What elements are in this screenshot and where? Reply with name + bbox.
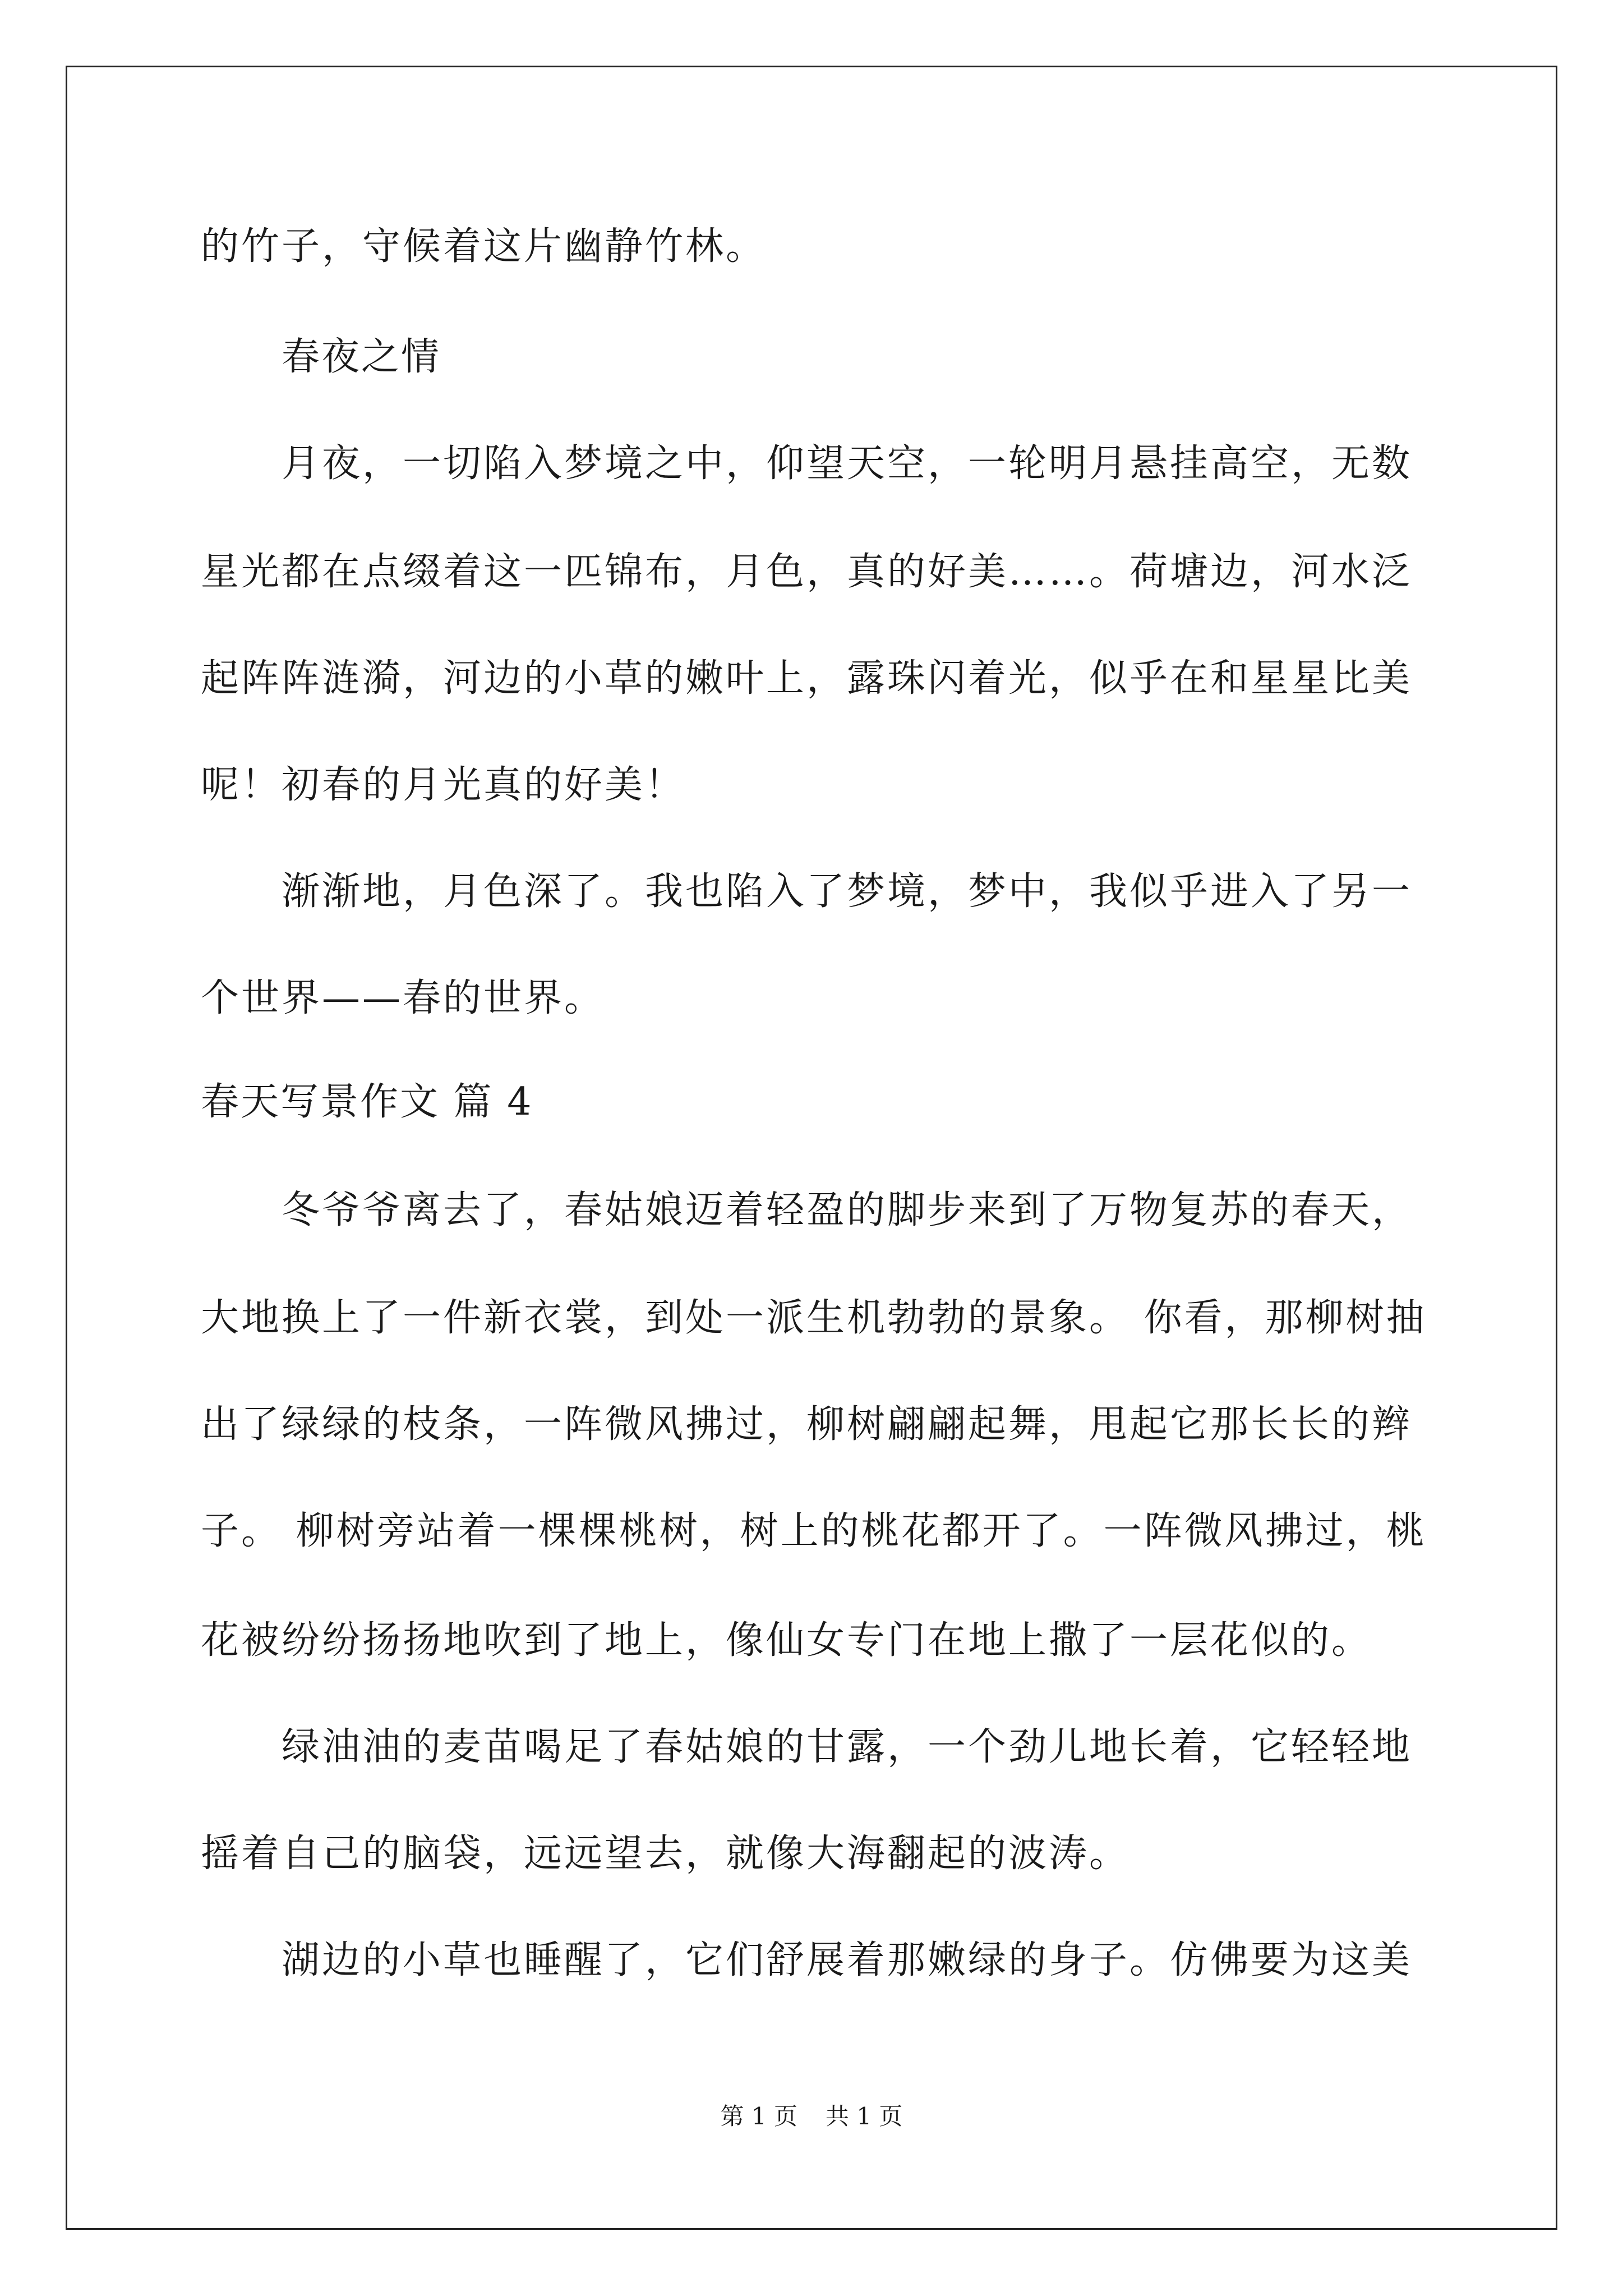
text-line: 子。 柳树旁站着一棵棵桃树，树上的桃花都开了。一阵微风拂过，桃 — [201, 1509, 1427, 1553]
text-line: 摇着自己的脑袋，远远望去，就像大海翻起的波涛。 — [201, 1832, 1130, 1876]
page-number: 第 1 页 — [720, 2102, 797, 2130]
text-line: 湖边的小草也睡醒了，它们舒展着那嫩绿的身子。仿佛要为这美 — [282, 1938, 1413, 1982]
page-total: 共 1 页 — [826, 2102, 903, 2130]
text-line: 个世界——春的世界。 — [201, 976, 605, 1020]
section-title: 春天写景作文 篇 4 — [201, 1080, 533, 1124]
text-line: 起阵阵涟漪，河边的小草的嫩叶上，露珠闪着光，似乎在和星星比美 — [201, 656, 1413, 701]
page-border — [66, 66, 1557, 2230]
text-line: 大地换上了一件新衣裳，到处一派生机勃勃的景象。 你看，那柳树抽 — [201, 1296, 1427, 1340]
text-line: 冬爷爷离去了，春姑娘迈着轻盈的脚步来到了万物复苏的春天， — [282, 1188, 1413, 1232]
text-line: 呢！初春的月光真的好美！ — [201, 763, 686, 807]
text-line: 月夜，一切陷入梦境之中，仰望天空，一轮明月悬挂高空，无数 — [282, 441, 1413, 486]
text-line: 出了绿绿的枝条，一阵微风拂过，柳树翩翩起舞，甩起它那长长的辫 — [201, 1402, 1413, 1447]
text-line: 渐渐地，月色深了。我也陷入了梦境，梦中，我似乎进入了另一 — [282, 869, 1413, 914]
page-footer — [0, 2101, 1623, 2132]
section-subtitle: 春夜之情 — [282, 335, 441, 379]
text-line: 的竹子，守候着这片幽静竹林。 — [201, 224, 767, 269]
text-line: 绿油油的麦苗喝足了春姑娘的甘露，一个劲儿地长着，它轻轻地 — [282, 1725, 1413, 1769]
text-line: 花被纷纷扬扬地吹到了地上，像仙女专门在地上撒了一层花似的。 — [201, 1618, 1372, 1663]
text-line: 星光都在点缀着这一匹锦布，月色，真的好美……。荷塘边，河水泛 — [201, 550, 1413, 594]
